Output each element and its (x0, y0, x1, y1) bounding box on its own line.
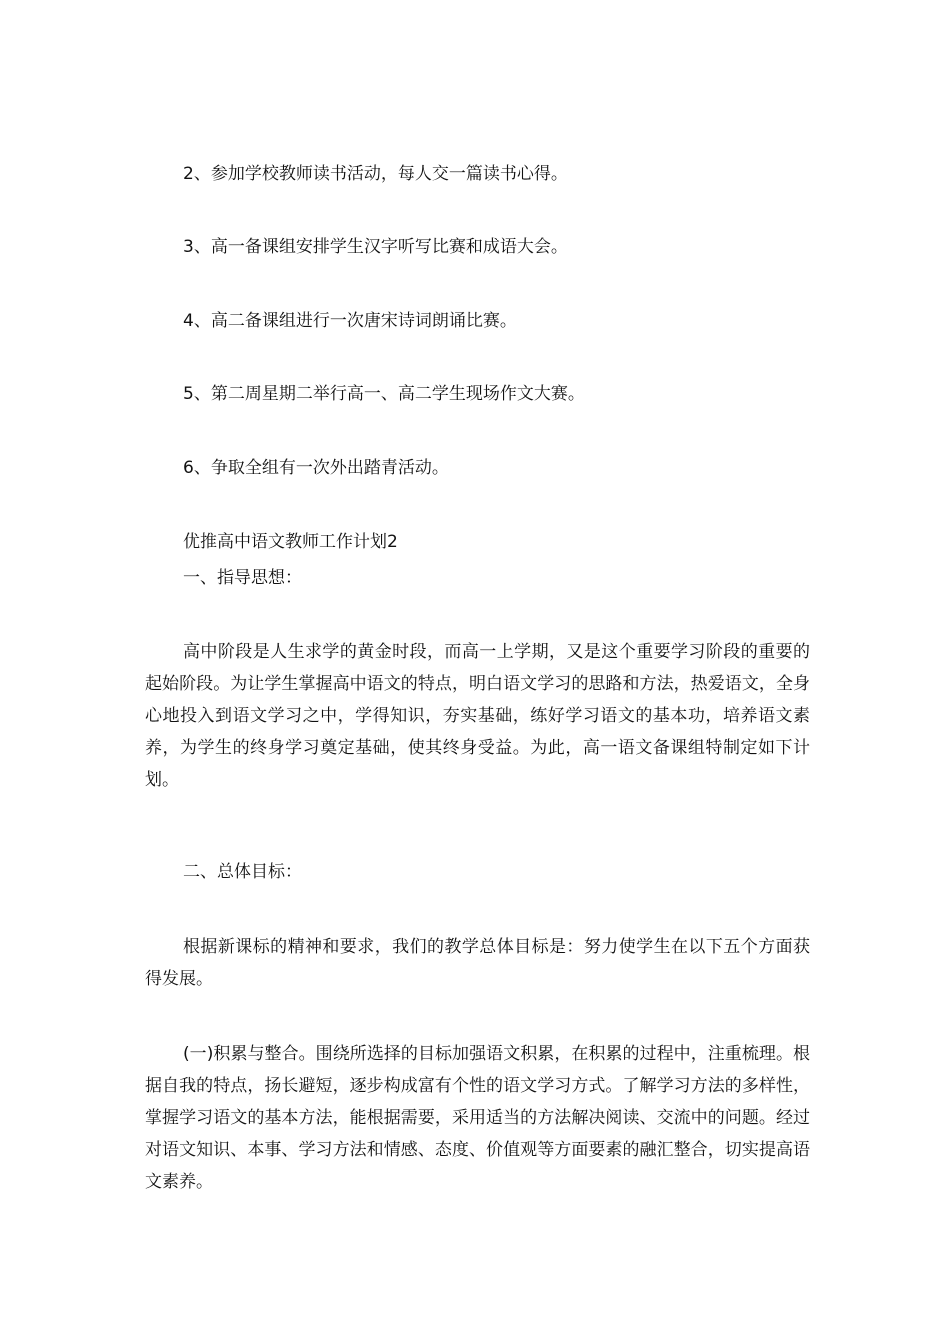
paragraph-accumulation-integration: (一)积累与整合。围绕所选择的目标加强语文积累，在积累的过程中，注重梳理。根据自我的特点，扬长避短，逐步构成富有个性的语文学习方式。了解学习方法的多样性，掌握学习语文的基本方法，能根据需要，采用适当的方法解决阅读、交流中的问题。经过对语文知识、本事、学习方法和情感、态度、价值观等方面要素的融汇整合，切实提高语文素养。 (145, 1044, 810, 1192)
list-item-5: 5、第二周星期二举行高一、高二学生现场作文大赛。 (183, 384, 585, 404)
paragraph-guiding-thought: 高中阶段是人生求学的黄金时段，而高一上学期，又是这个重要学习阶段的重要的起始阶段。为让学生掌握高中语文的特点，明白语文学习的思路和方法，热爱语文，全身心地投入到语文学习之中，学得知识，夯实基础，练好学习语文的基本功，培养语文素养，为学生的终身学习奠定基础，使其终身受益。为此，高一语文备课组特制定如下计划。 (145, 642, 810, 790)
list-item-3: 3、高一备课组安排学生汉字听写比赛和成语大会。 (183, 237, 568, 257)
heading-guiding-thought: 一、指导思想： (183, 568, 302, 588)
list-item-2: 2、参加学校教师读书活动，每人交一篇读书心得。 (183, 164, 568, 184)
list-item-6: 6、争取全组有一次外出踏青活动。 (183, 458, 449, 478)
section-title: 优推高中语文教师工作计划2 (183, 532, 398, 552)
heading-overall-goals: 二、总体目标： (183, 862, 302, 882)
list-item-4: 4、高二备课组进行一次唐宋诗词朗诵比赛。 (183, 311, 517, 331)
paragraph-overall-goals: 根据新课标的精神和要求，我们的教学总体目标是：努力使学生在以下五个方面获得发展。 (145, 937, 810, 989)
